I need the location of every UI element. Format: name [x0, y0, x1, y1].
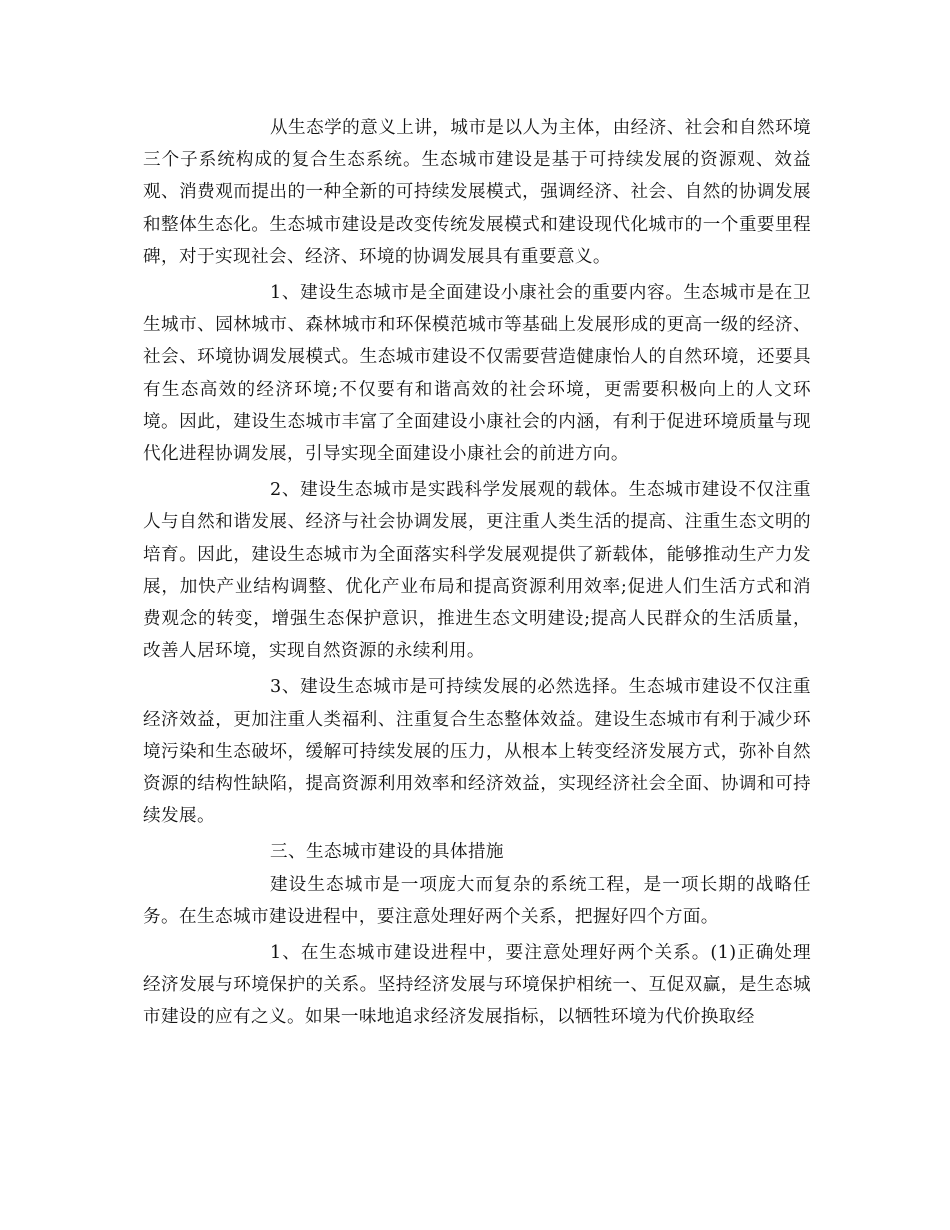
paragraph-point-2: 2、建设生态城市是实践科学发展观的载体。生态城市建设不仅注重人与自然和谐发展、经济与社会协调发展，更注重人类生活的提高、注重生态文明的培育。因此，建设生态城市为全面落实科学发展观提供了新载体，能够推动生产力发展，加快产业结构调整、优化产业布局和提高资源利用效率;促进人们生活方式和消费观念的转变，增强生态保护意识，推进生态文明建设;提高人民群众的生活质量，改善人居环境，实现自然资源的永续利用。 — [143, 480, 811, 662]
paragraph-measure-1: 1、在生态城市建设进程中，要注意处理好两个关系。(1)正确处理经济发展与环境保护的关系。坚持经济发展与环境保护相统一、互促双赢，是生态城市建设的应有之义。如果一味地追求经济发展指标，以牺牲环境为代价换取经 — [143, 943, 811, 1028]
paragraph-intro: 从生态学的意义上讲，城市是以人为主体，由经济、社会和自然环境三个子系统构成的复合生态系统。生态城市建设是基于可持续发展的资源观、效益观、消费观而提出的一种全新的可持续发展模式，强调经济、社会、自然的协调发展和整体生态化。生态城市建设是改变传统发展模式和建设现代化城市的一个重要里程碑，对于实现社会、经济、环境的协调发展具有重要意义。 — [143, 118, 811, 267]
paragraph-point-1: 1、建设生态城市是全面建设小康社会的重要内容。生态城市是在卫生城市、园林城市、森林城市和环保模范城市等基础上发展形成的更高一级的经济、社会、环境协调发展模式。生态城市建设不仅需要营造健康怡人的自然环境，还要具有生态高效的经济环境;不仅要有和谐高效的社会环境，更需要积极向上的人文环境。因此，建设生态城市丰富了全面建设小康社会的内涵，有利于促进环境质量与现代化进程协调发展，引导实现全面建设小康社会的前进方向。 — [143, 283, 811, 465]
section-heading: 三、生态城市建设的具体措施 — [270, 842, 504, 863]
document-body — [143, 112, 811, 1038]
paragraph-section-intro: 建设生态城市是一项庞大而复杂的系统工程，是一项长期的战略任务。在生态城市建设进程中，要注意处理好两个关系，把握好四个方面。 — [143, 874, 811, 927]
paragraph-point-3: 3、建设生态城市是可持续发展的必然选择。生态城市建设不仅注重经济效益，更加注重人类福利、注重复合生态整体效益。建设生态城市有利于减少环境污染和生态破坏，缓解可持续发展的压力，从根本上转变经济发展方式，弥补自然资源的结构性缺陷，提高资源利用效率和经济效益，实现经济社会全面、协调和可持续发展。 — [143, 677, 811, 827]
